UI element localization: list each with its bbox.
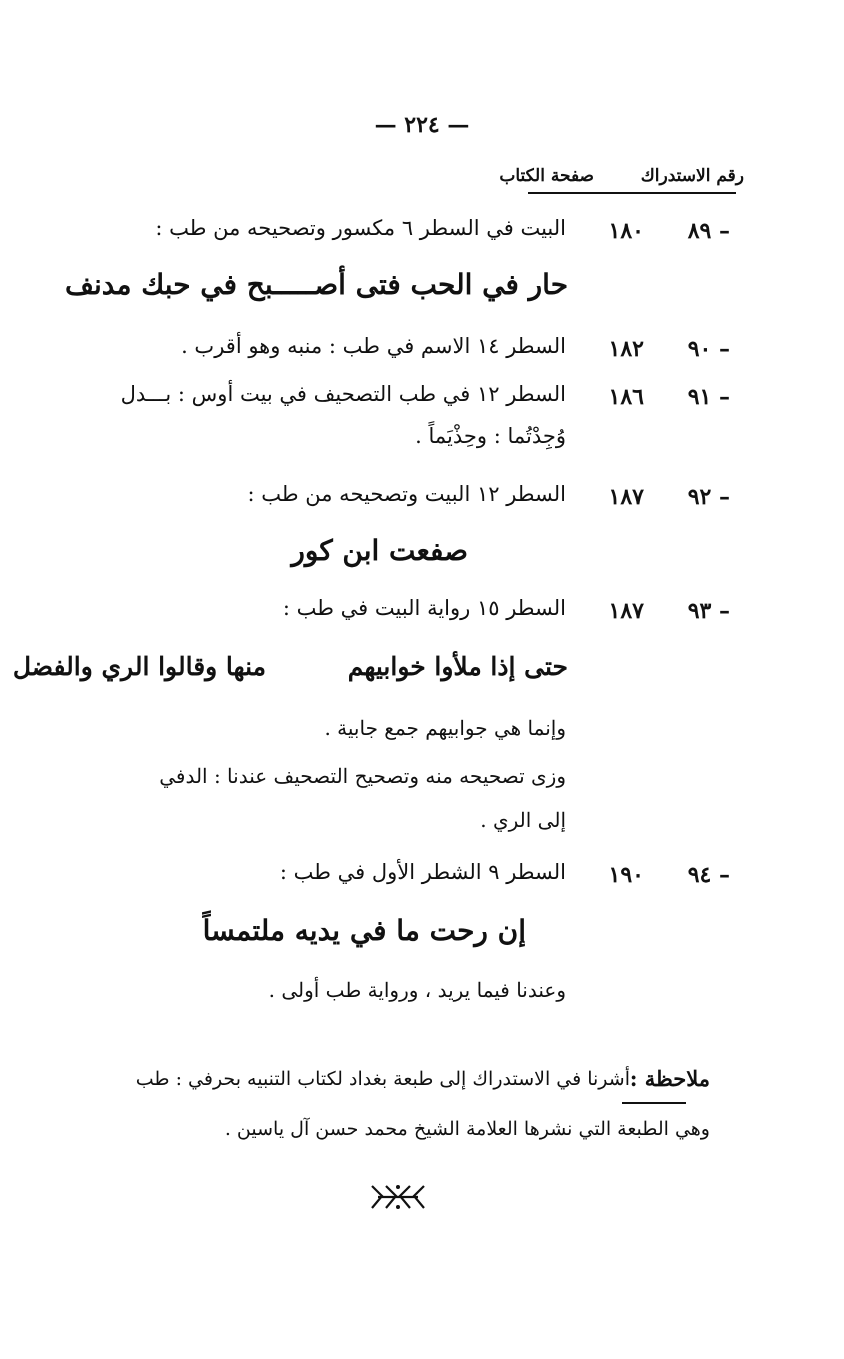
entry-text: السطر ١٤ الاسم في طب : منبه وهو أقرب . <box>181 334 566 358</box>
note-text-line-2: وهي الطبعة التي نشرها العلامة الشيخ محمد حسن آل ياسين . <box>224 1118 710 1140</box>
entry-page: ١٨٢ <box>608 336 644 362</box>
note-line: إلى الري . <box>480 808 566 832</box>
note-text-line-1: أشرنا في الاستدراك إلى طبعة بغداد لكتاب التنبيه بحرفي : طب <box>135 1068 630 1090</box>
entry-number: ٩٣ – <box>687 598 730 624</box>
verse: حار في الحب فتى أصـــــبح في حبك مدنف <box>64 268 568 301</box>
entry-continuation: وُجِدْتُما : وحِذْيَماً . <box>415 424 566 448</box>
verse-first-hemistich: حتى إذا ملأوا خوابيهم <box>347 652 568 681</box>
entry-page: ١٩٠ <box>608 862 644 888</box>
ornament-icon <box>368 1182 428 1212</box>
page-number: — ٢٢٤ — <box>374 112 470 138</box>
note-label: ملاحظة : <box>629 1066 710 1091</box>
entry-page: ١٨٦ <box>608 384 644 410</box>
entry-text: السطر ١٢ البيت وتصحيحه من طب : <box>247 482 566 506</box>
entry-number: ٨٩ – <box>687 218 730 244</box>
entry-page: ١٨٧ <box>608 484 644 510</box>
entry-number: ٩٤ – <box>687 862 730 888</box>
entry-text: السطر ٩ الشطر الأول في طب : <box>279 860 566 884</box>
note-line: وعندنا فيما يريد ، ورواية طب أولى . <box>268 978 566 1002</box>
entry-number: ٩١ – <box>687 384 730 410</box>
entry-text: البيت في السطر ٦ مكسور وتصحيحه من طب : <box>155 216 566 240</box>
header-book-page: صفحة الكتاب <box>499 166 594 186</box>
header-underline <box>528 192 736 194</box>
header-entry-number: رقم الاستدراك <box>640 166 744 186</box>
note-line: وإنما هي جوابيهم جمع جابية . <box>324 716 566 740</box>
entry-page: ١٨٠ <box>608 218 644 244</box>
verse: صفعت ابن كور <box>291 534 468 567</box>
entry-number: ٩٠ – <box>687 336 730 362</box>
entry-text: السطر ١٢ في طب التصحيف في بيت أوس : بـــدل <box>120 382 566 406</box>
entry-page: ١٨٧ <box>608 598 644 624</box>
verse-second-hemistich: منها وقالوا الري والفضل <box>12 652 266 681</box>
note-label-underline <box>622 1102 686 1104</box>
note-line: وزى تصحيحه منه وتصحيح التصحيف عندنا : الدفي <box>159 764 566 788</box>
entry-text: السطر ١٥ رواية البيت في طب : <box>282 596 566 620</box>
entry-number: ٩٢ – <box>687 484 730 510</box>
verse: إن رحت ما في يديه ملتمساً <box>202 914 526 947</box>
